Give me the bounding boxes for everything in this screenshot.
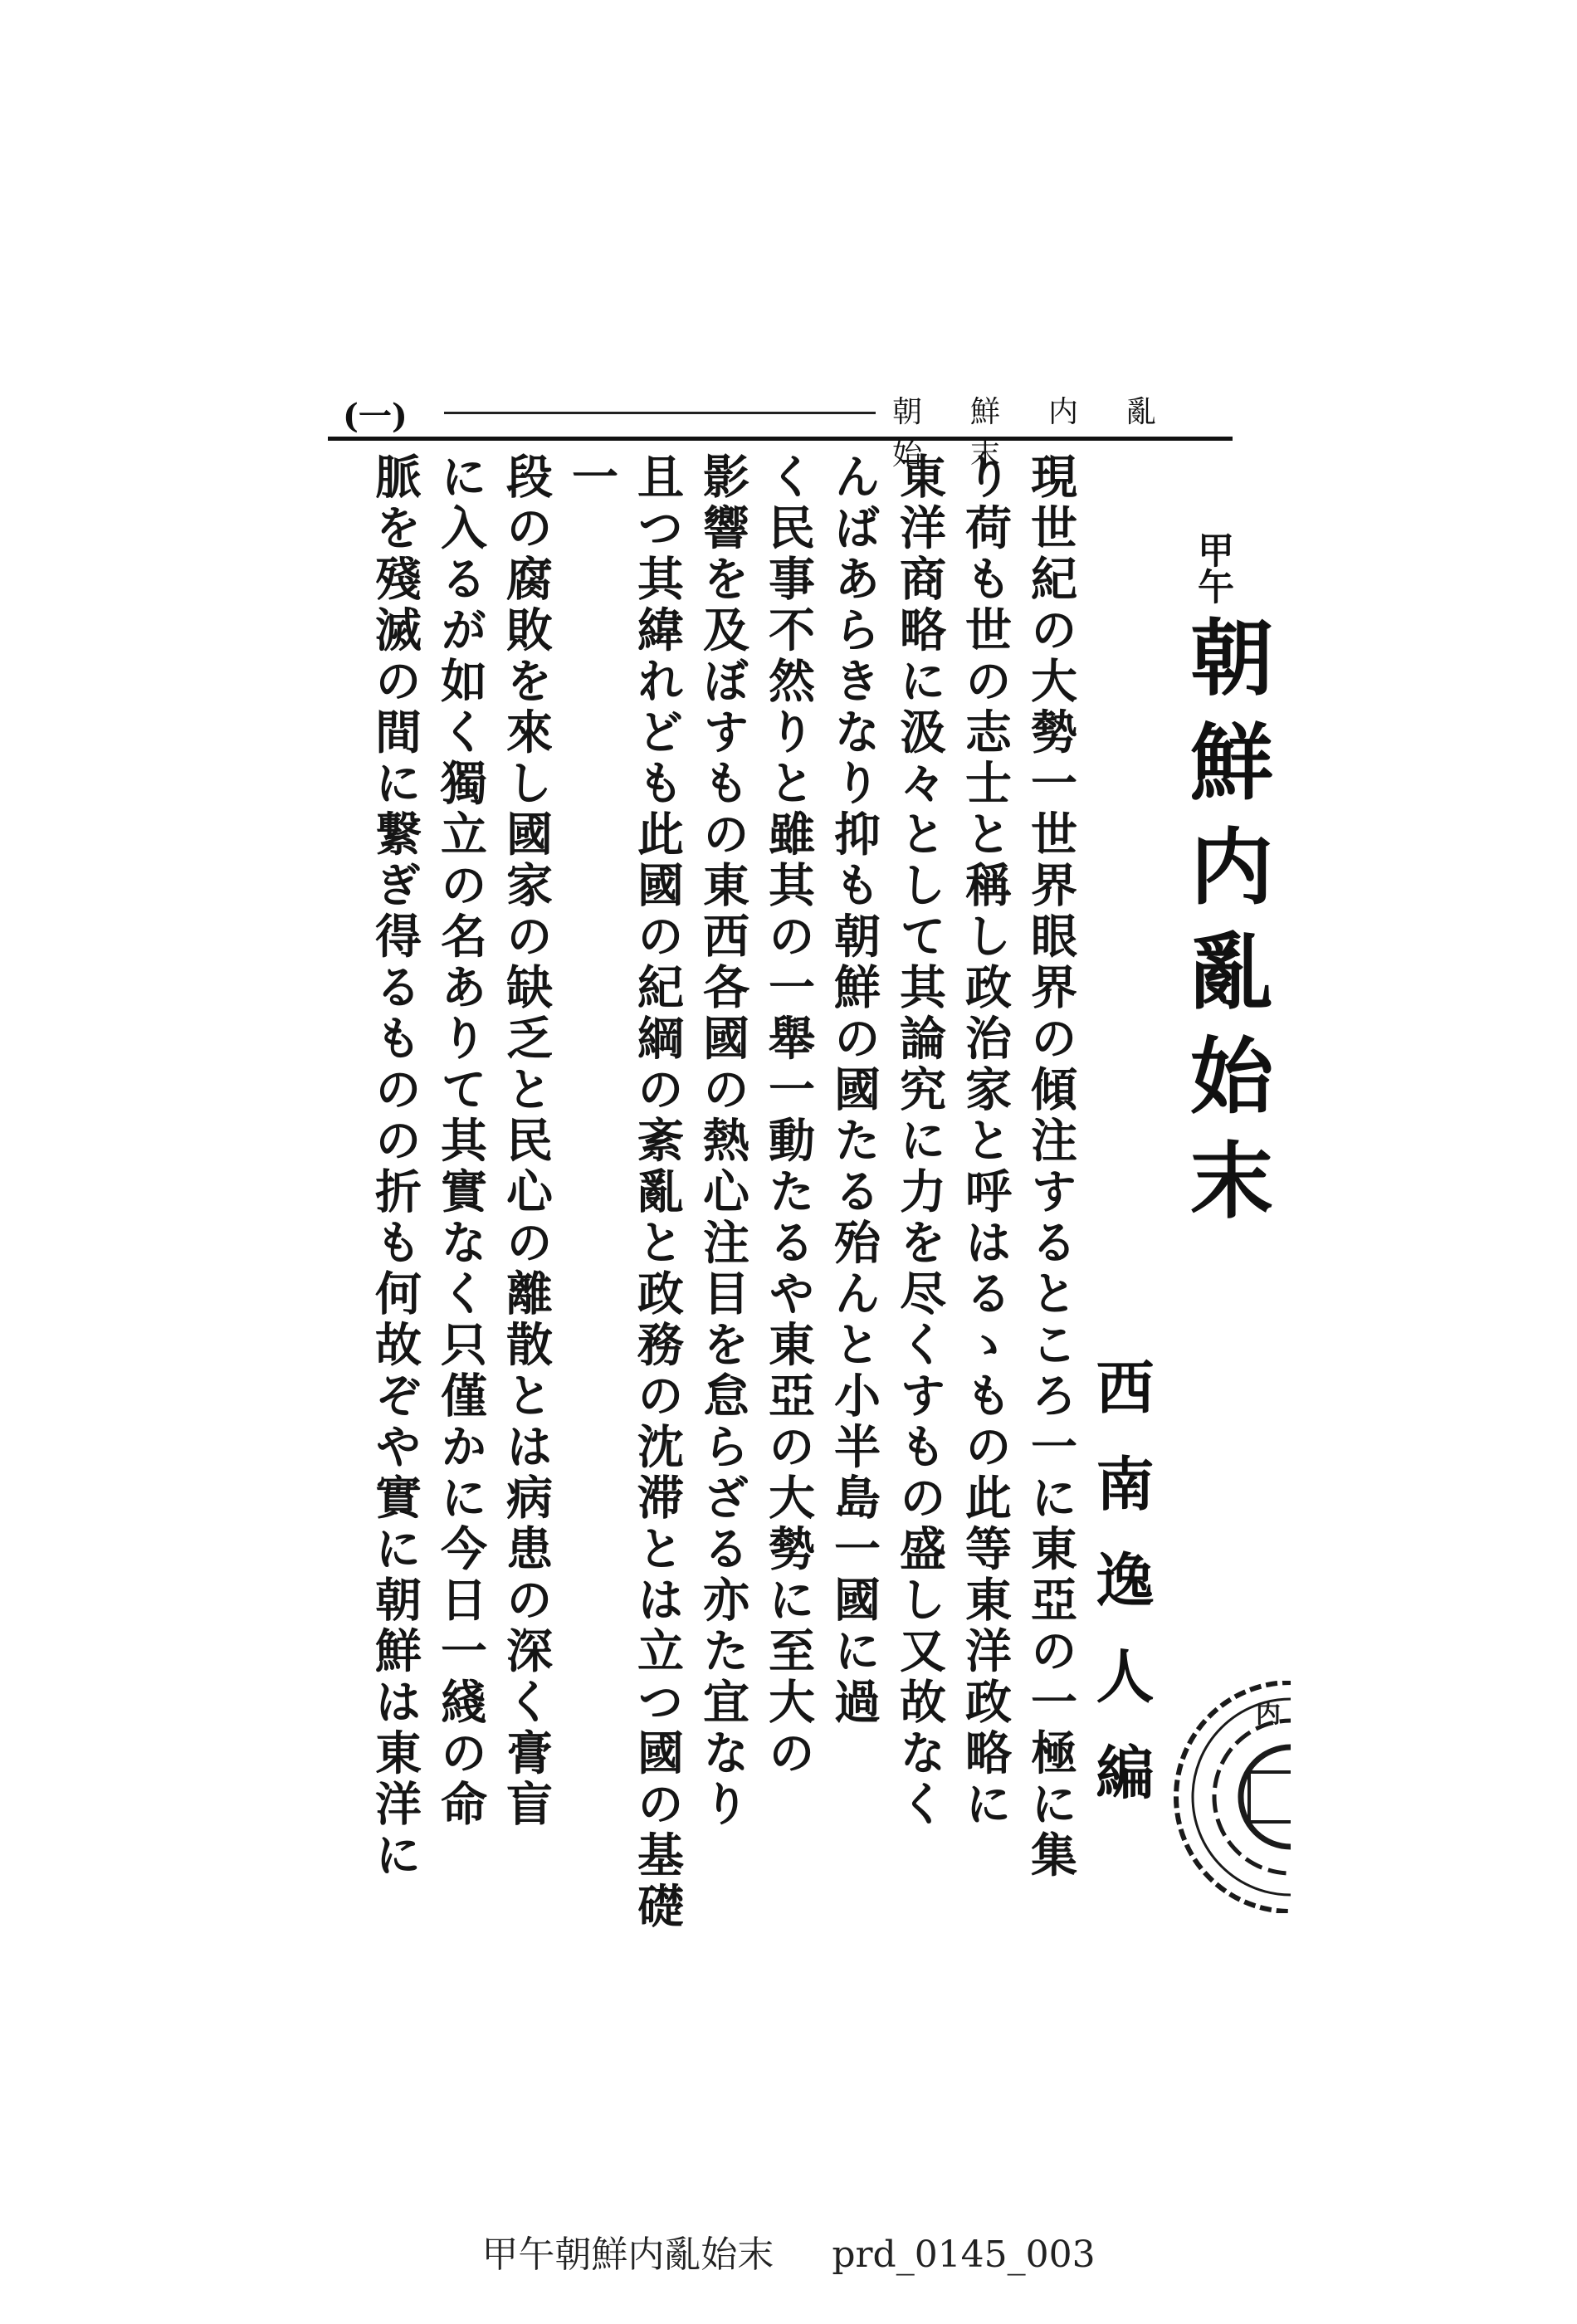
text-column: 脈を殘滅の間に繋ぎ得るものの折も何故ぞや實に朝鮮は東洋に bbox=[368, 452, 422, 1882]
author-credit: 西南逸人編 bbox=[1086, 1357, 1155, 1838]
text-column: く民事不然りと雖其の一舉一動たるや東亞の大勢に至大の bbox=[761, 452, 816, 1780]
title-prefix: 甲午 bbox=[1191, 531, 1233, 604]
page-number: (一) bbox=[343, 397, 408, 436]
text-column: 東洋商略に汲々として其論究に力を尽くすもの盛し又故なく bbox=[892, 452, 947, 1831]
seal-character: 内 bbox=[1256, 1700, 1281, 1729]
header-rule bbox=[328, 437, 1233, 441]
running-header bbox=[328, 388, 1233, 471]
caption-code: prd_0145_003 bbox=[832, 2234, 1096, 2276]
text-column: に入るが如く獨立の名ありて其實なく只僅かに今日一綫の命 bbox=[433, 452, 488, 1831]
title-block bbox=[1155, 531, 1274, 1278]
text-column: 且つ其緯れども此國の紀綱の紊亂と政務の沈滞とは立つ國の基礎一 bbox=[564, 452, 685, 1933]
text-column: 段の腐敗を來し國家の缺乏と民心の離散とは病患の深く膏盲 bbox=[499, 452, 554, 1831]
text-column: り荷も世の志士と稱し政治家と呼はるゝもの此等東洋政略に bbox=[958, 452, 1013, 1831]
book-title: 朝鮮内亂始末 bbox=[1176, 614, 1274, 1242]
library-seal bbox=[1166, 1681, 1291, 1913]
running-title: 朝鮮内亂始末 bbox=[892, 395, 1205, 471]
catalog-caption bbox=[0, 2224, 1577, 2278]
header-leader-line bbox=[444, 412, 876, 414]
seal-stamp-icon bbox=[1166, 1681, 1291, 1913]
body-text bbox=[320, 452, 1083, 1980]
text-column: 現世紀の大勢一世界眼界の傾注するところ一に東亞の一極に集 bbox=[1023, 452, 1078, 1882]
text-column: んばあらきなり抑も朝鮮の國たる殆んと小半島一國に過 bbox=[827, 452, 881, 1729]
caption-title: 甲午朝鮮内亂始末 bbox=[481, 2234, 774, 2276]
text-column: 影響を及ぼすもの東西各國の熱心注目を怠らざる亦た宜なり bbox=[696, 452, 750, 1831]
